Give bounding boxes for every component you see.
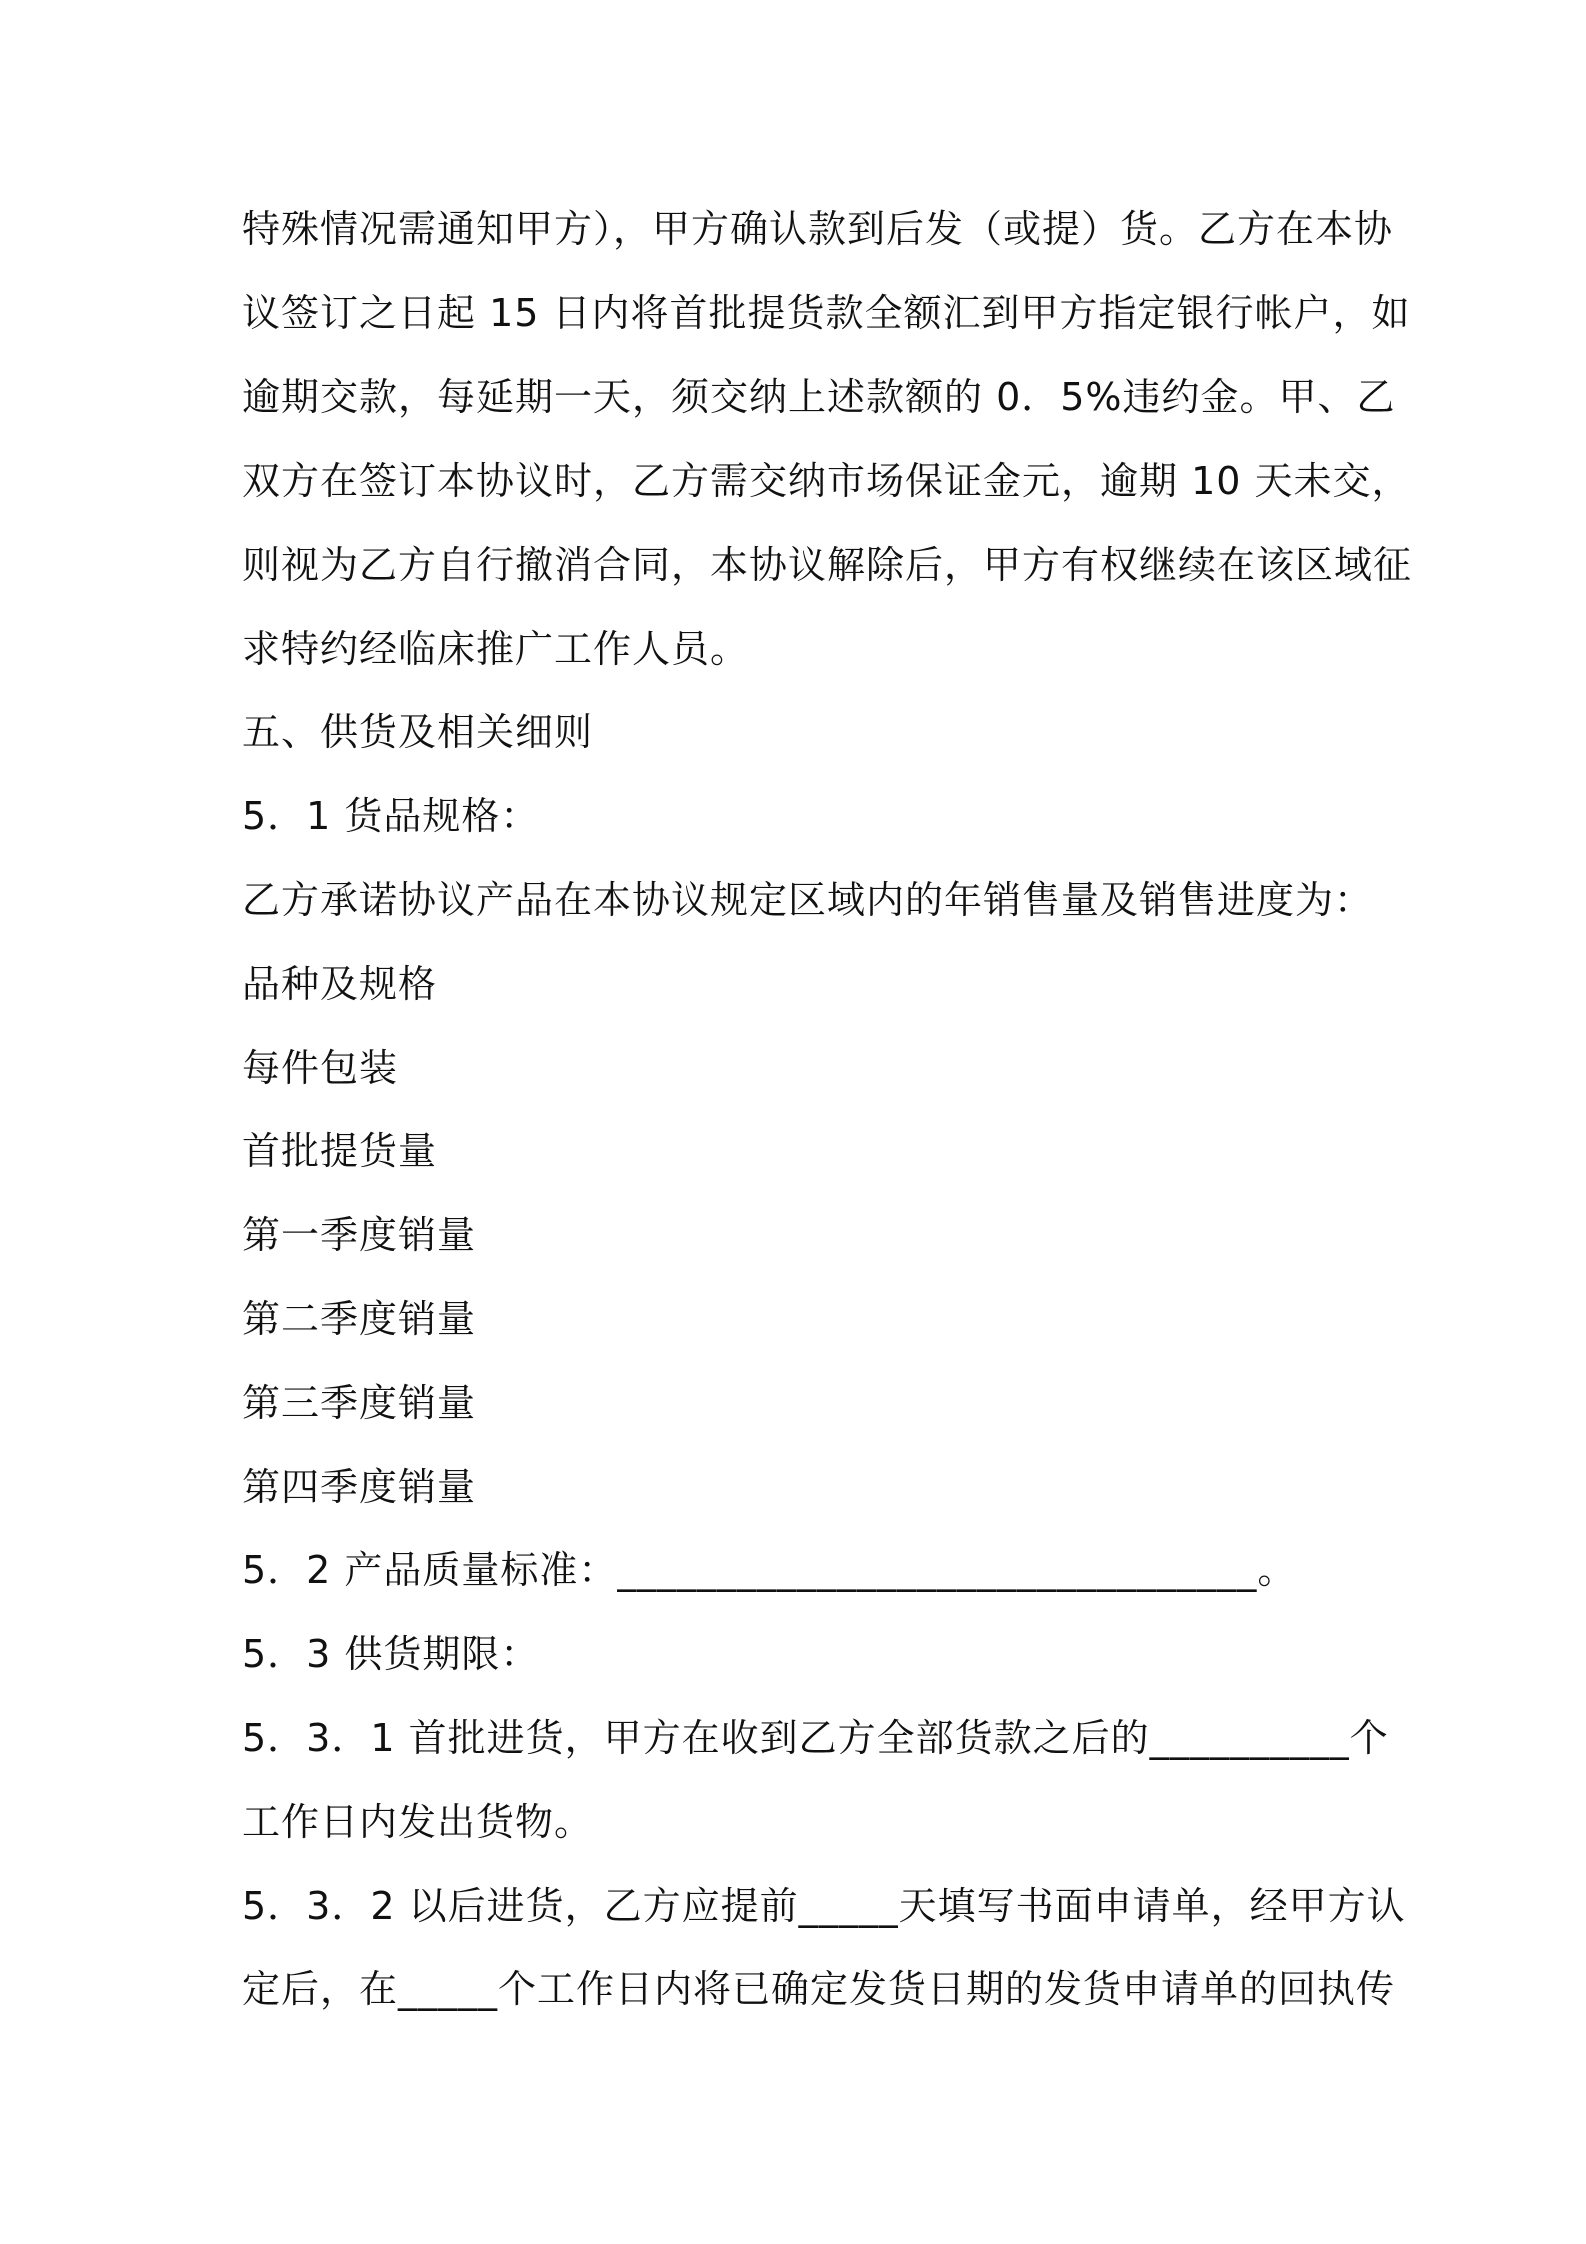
list-item: 每件包装 [242, 1046, 399, 1090]
paragraph-line: 乙方承诺协议产品在本协议规定区域内的年销售量及销售进度为： [242, 878, 1374, 922]
list-item: 第四季度销量 [242, 1465, 477, 1509]
subsection-heading: 5．2 产品质量标准：________________________________。 [242, 1548, 1297, 1592]
paragraph-line: 工作日内发出货物。 [242, 1800, 594, 1844]
paragraph-line: 5．3．1 首批进货，甲方在收到乙方全部货款之后的__________个 [242, 1716, 1389, 1760]
list-item: 第二季度销量 [242, 1297, 477, 1341]
paragraph-line: 双方在签订本协议时，乙方需交纳市场保证金元，逾期 10 天未交， [242, 459, 1411, 503]
paragraph-line: 议签订之日起 15 日内将首批提货款全额汇到甲方指定银行帐户，如 [242, 291, 1411, 335]
paragraph-line: 逾期交款，每延期一天，须交纳上述款额的 0．5%违约金。甲、乙 [242, 375, 1396, 419]
list-item: 品种及规格 [242, 962, 438, 1006]
list-item: 首批提货量 [242, 1129, 438, 1173]
section-heading: 五、供货及相关细则 [242, 710, 594, 754]
subsection-heading: 5．3 供货期限： [242, 1632, 540, 1676]
subsection-heading: 5．1 货品规格： [242, 794, 540, 838]
paragraph-line: 求特约经临床推广工作人员。 [242, 627, 750, 671]
paragraph-line: 5．3．2 以后进货，乙方应提前_____天填写书面申请单，经甲方认 [242, 1884, 1406, 1928]
paragraph-line: 特殊情况需通知甲方），甲方确认款到后发（或提）货。乙方在本协 [242, 207, 1394, 251]
list-item: 第一季度销量 [242, 1213, 477, 1257]
paragraph-line: 定后，在_____个工作日内将已确定发货日期的发货申请单的回执传 [242, 1967, 1396, 2011]
list-item: 第三季度销量 [242, 1381, 477, 1425]
paragraph-line: 则视为乙方自行撤消合同，本协议解除后，甲方有权继续在该区域征 [242, 543, 1413, 587]
